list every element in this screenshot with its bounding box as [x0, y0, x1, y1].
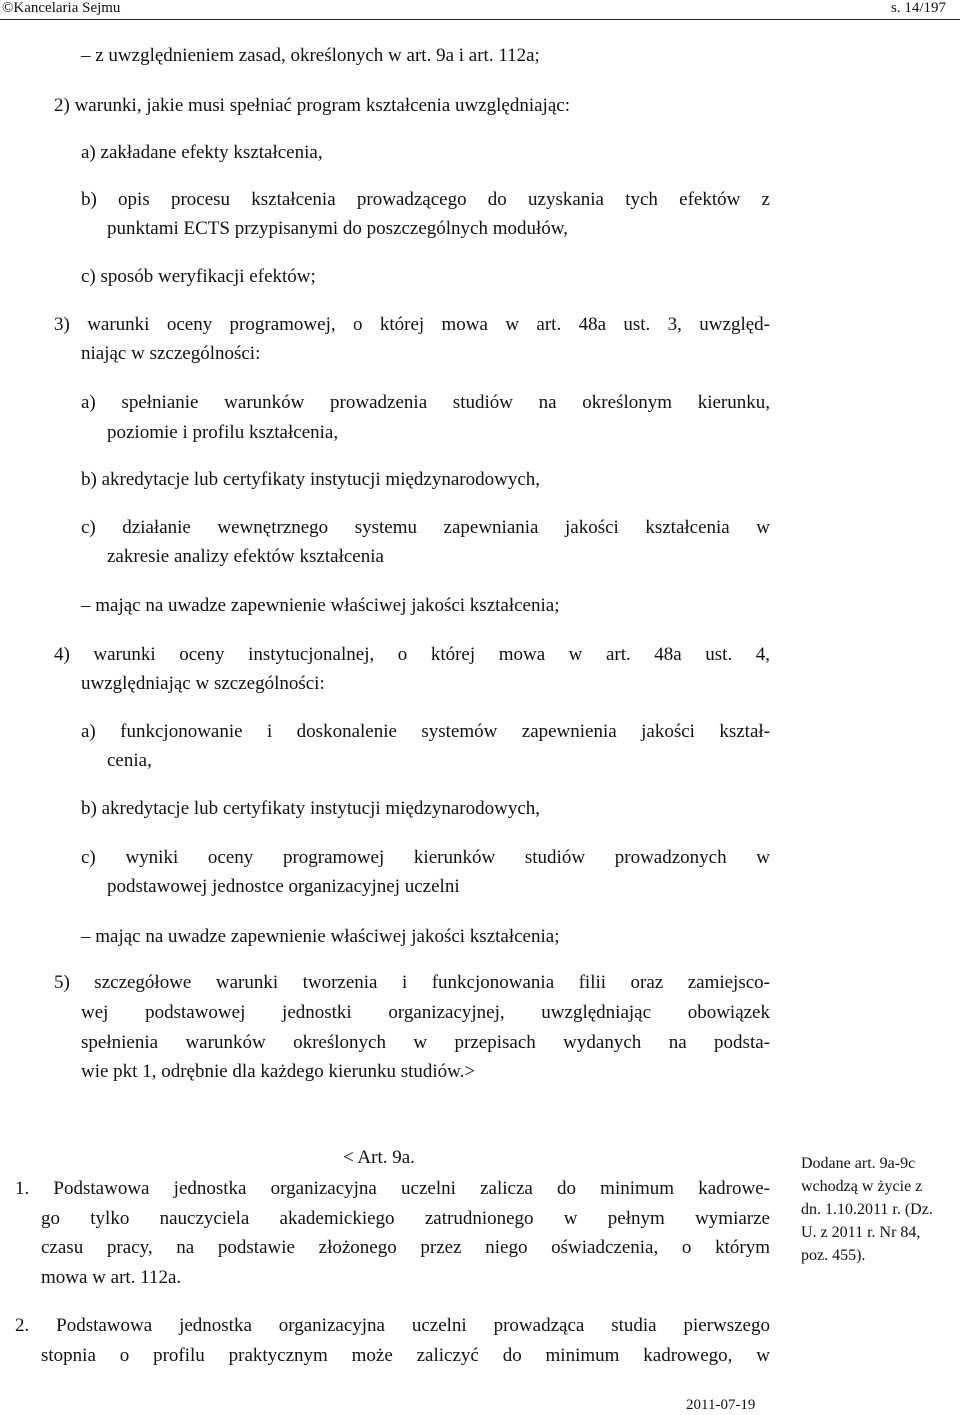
margin-note-line: Dodane art. 9a-9c [801, 1155, 916, 1172]
text-line: c) wyniki oceny programowej kierunków studiów prowadzonych w [81, 847, 770, 868]
text-line: go tylko nauczyciela akademickiego zatrudnionego w pełnym wymiarze [41, 1208, 770, 1229]
text-line: stopnia o profilu praktycznym może zaliczyć do minimum kadrowego, w [41, 1345, 770, 1366]
text-line: 2. Podstawowa jednostka organizacyjna uczelni prowadząca studia pierwszego [15, 1315, 770, 1336]
text-line: 1. Podstawowa jednostka organizacyjna uczelni zalicza do minimum kadrowe- [15, 1178, 770, 1199]
text-line: – mając na uwadze zapewnienie właściwej jakości kształcenia; [81, 595, 560, 616]
text-line: wej podstawowej jednostki organizacyjnej, uwzględniając obowiązek [81, 1002, 770, 1023]
text-line: podstawowej jednostce organizacyjnej uczelni [107, 876, 460, 897]
text-line: cenia, [107, 750, 152, 771]
text-line: mowa w art. 112a. [41, 1267, 182, 1288]
text-line: a) zakładane efekty kształcenia, [81, 142, 323, 163]
text-line: czasu pracy, na podstawie złożonego przez niego oświadczenia, o którym [41, 1237, 770, 1258]
text-line: a) spełnianie warunków prowadzenia studiów na określonym kierunku, [81, 392, 770, 413]
text-line: zakresie analizy efektów kształcenia [107, 546, 384, 567]
margin-note-line: poz. 455). [801, 1247, 866, 1264]
text-line: b) opis procesu kształcenia prowadzącego do uzyskania tych efektów z [81, 189, 770, 210]
text-line: 3) warunki oceny programowej, o której mowa w art. 48a ust. 3, uwzględ- [54, 314, 770, 335]
margin-note-line: U. z 2011 r. Nr 84, [801, 1224, 921, 1241]
header-rule [0, 19, 960, 20]
text-line: wie pkt 1, odrębnie dla każdego kierunku studiów.> [81, 1061, 476, 1082]
text-line: b) akredytacje lub certyfikaty instytucji międzynarodowych, [81, 469, 541, 490]
text-line: 2) warunki, jakie musi spełniać program kształcenia uwzględniając: [54, 95, 570, 116]
text-line: niając w szczególności: [81, 343, 261, 364]
text-line: 5) szczegółowe warunki tworzenia i funkcjonowania filii oraz zamiejsco- [54, 972, 770, 993]
text-line: – mając na uwadze zapewnienie właściwej jakości kształcenia; [81, 926, 560, 947]
publisher-label: ©Kancelaria Sejmu [2, 0, 121, 16]
text-line: a) funkcjonowanie i doskonalenie systemów zapewnienia jakości kształ- [81, 721, 770, 742]
text-line: c) sposób weryfikacji efektów; [81, 266, 316, 287]
margin-note [801, 1152, 960, 1267]
page-number: s. 14/197 [890, 0, 946, 16]
article-heading: < Art. 9a. [343, 1147, 415, 1168]
margin-note-line: dn. 1.10.2011 r. (Dz. [801, 1201, 933, 1218]
text-line: poziomie i profilu kształcenia, [107, 422, 339, 443]
text-line: b) akredytacje lub certyfikaty instytucji międzynarodowych, [81, 798, 541, 819]
footer-date: 2011-07-19 [686, 1397, 756, 1413]
text-line: 4) warunki oceny instytucjonalnej, o której mowa w art. 48a ust. 4, [54, 644, 770, 665]
text-line: – z uwzględnieniem zasad, określonych w art. 9a i art. 112a; [81, 45, 540, 66]
text-line: spełnienia warunków określonych w przepisach wydanych na podsta- [81, 1032, 770, 1053]
text-line: punktami ECTS przypisanymi do poszczególnych modułów, [107, 218, 569, 239]
text-line: uwzględniając w szczególności: [81, 673, 325, 694]
page-header [0, 0, 960, 20]
margin-note-line: wchodzą w życie z [801, 1178, 923, 1195]
text-line: c) działanie wewnętrznego systemu zapewniania jakości kształcenia w [81, 517, 770, 538]
